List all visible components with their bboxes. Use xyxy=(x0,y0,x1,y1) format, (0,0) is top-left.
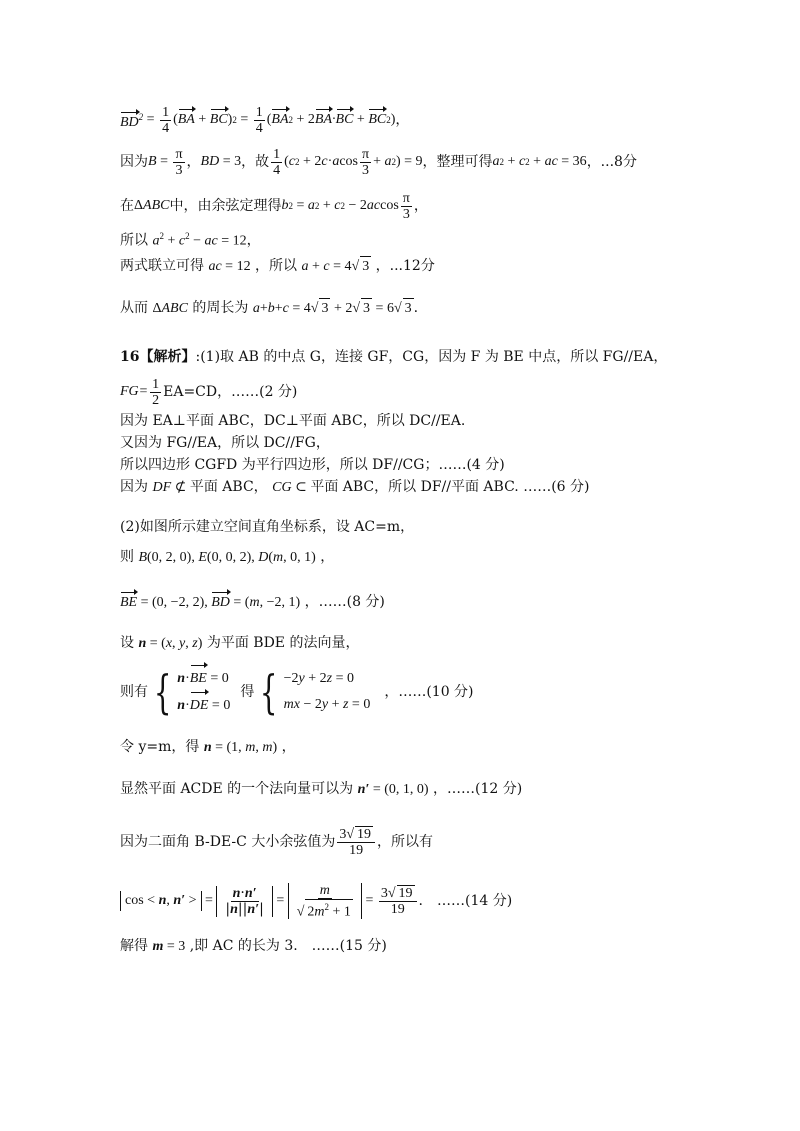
p16-text-b: EA=CD，……(2 分) xyxy=(163,384,298,400)
text-simplify: ，整理可得 xyxy=(422,154,493,170)
p16-text-d: 又因为 FG//EA，所以 DC//FG， xyxy=(120,435,330,451)
sep: ， xyxy=(246,232,261,249)
text-cosine-law: 中，由余弦定理得 xyxy=(169,198,282,214)
p2-system: 则有 { n·BE = 0 n·DE = 0 得 { −2y + 2z = 0 mx − 2y + z = 0 ，……(10 分) xyxy=(120,665,474,719)
formula-cosine-law: 在 Δ ABC 中，由余弦定理得 b 2 = a 2 + c 2 − 2 ac cos $\frac{\pi}{3}$ ， xyxy=(120,190,428,222)
p2-get: 得 xyxy=(240,684,255,700)
p2-answer: 解得 m = 3 ,即 AC 的长为 3. ……(15 分) xyxy=(120,938,387,954)
p16-line5 xyxy=(120,455,505,475)
p2-vectors: BE = (0, −2, 2), BD = (m, −2, 1) ，……(8 分) xyxy=(120,592,385,613)
text-so: 所以 xyxy=(120,232,148,249)
problem-16-heading: 16【解析】 xyxy=(120,349,196,365)
p2-normal-n-prime: 显然平面 ACDE 的一个法向量可以为 n′ = (0, 1, 0) ，……(12 分) xyxy=(120,781,523,797)
p2-have: 则有 xyxy=(120,684,148,700)
p2-text-g: 显然平面 ACDE 的一个法向量可以为 xyxy=(120,781,354,797)
line1-tail: ， xyxy=(395,112,410,128)
p16-text-c: 因为 EA⊥平面 ABC，DC⊥平面 ABC，所以 DC//EA. xyxy=(120,413,466,429)
p16-line3 xyxy=(120,411,465,431)
p2-line1 xyxy=(120,517,414,537)
score-8: ，...8分 xyxy=(586,154,637,170)
p2-set-y: 令 y=m，得 xyxy=(120,739,200,755)
p2-normal-def: 设 n = (x, y, z) 为平面 BDE 的法向量， xyxy=(120,635,360,651)
p16-text-f: 平面 ABC，所以 DF//平面 ABC. ……(6 分) xyxy=(310,479,590,495)
score-14: . ……(14 分) xyxy=(418,893,513,909)
text-thus: 从而 xyxy=(120,300,148,316)
p2-dihedral: 因为二面角 B-DE-C 大小余弦值为 $\frac{3√ 19}{19}$ ，所以有 xyxy=(120,827,434,858)
text-because: 因为 xyxy=(120,154,148,170)
p2-text-h2: ，所以有 xyxy=(377,834,434,850)
p16-because: 因为 xyxy=(120,479,148,495)
p2-coordinates: 则 B(0, 2, 0), E(0, 0, 2), D(m, 0, 1) ， xyxy=(120,549,335,565)
period: . xyxy=(413,300,419,316)
p16-text-e: 所以四边形 CGFD 为平行四边形，所以 DF//CG；……(4 分) xyxy=(120,457,505,473)
sep: ， xyxy=(320,549,335,565)
p16-line2: FG= $\frac{1}{2}$ EA=CD，……(2 分) xyxy=(120,376,298,408)
formula-ac: 两式联立可得 ac = 12 ，所以 a + c = 4√ 3 ，...12分 xyxy=(120,256,435,277)
p2-text-h: 因为二面角 B-DE-C 大小余弦值为 xyxy=(120,834,336,850)
p16-fg: FG= xyxy=(120,384,149,399)
text-perimeter: 的周长为 xyxy=(192,300,249,316)
formula-bd-squared: $BD^2$ = $\frac{1}{4}$ ( BA + BC ) 2 = $\frac{1}{4}$ ( BA 2 + 2 BA·BC + BC 2 ) ， xyxy=(120,104,410,136)
score-8b: ，……(8 分) xyxy=(304,594,385,610)
p16-line1 xyxy=(120,347,667,367)
sep: ， xyxy=(186,154,201,170)
p2-normal-n: 令 y=m，得 n = (1, m, m) ， xyxy=(120,739,296,755)
text-in: 在 xyxy=(120,198,134,214)
p16-text-a: :(1)取 AB 的中点 G，连接 GF，CG，因为 F 为 BE 中点，所以 FG//EA， xyxy=(195,349,668,365)
formula-eq2: 所以 $a^2 + c^2$ − ac = 12， xyxy=(120,231,261,249)
p2-solve: 解得 xyxy=(120,938,148,954)
p2-text-j: ,即 AC 的长为 3. ……(15 分) xyxy=(189,938,387,954)
sep: ， xyxy=(281,739,296,755)
score-12: ，...12分 xyxy=(375,258,435,274)
text-so: ，故 xyxy=(241,154,270,170)
p2-text-d: 为平面 BDE 的法向量， xyxy=(206,635,360,651)
p16-line6: 因为 DF ⊄ 平面 ABC， CG ⊂ 平面 ABC，所以 DF//平面 ABC. ……(6 分) xyxy=(120,479,590,495)
p2-cosine-eq: cos < n, n′ > = $\frac{n\cdot n'}{|n||n'|}$ = $\frac{m}{√ 2m^2 + 1}$ = $\frac{3√ 19}{19}$ . ……(14 分) xyxy=(120,876,512,926)
p16-line4 xyxy=(120,433,330,453)
formula-perimeter: 从而 ΔABC 的周长为 a+b+c = 4√ 3 + 2√ 3 = 6√ 3 . xyxy=(120,298,418,319)
text-so: ，所以 xyxy=(255,258,298,274)
sep: ， xyxy=(413,198,428,214)
score-10: ，……(10 分) xyxy=(384,684,474,700)
p2-text-a: (2)如图所示建立空间直角坐标系，设 AC=m， xyxy=(120,519,415,535)
p2-then: 则 xyxy=(120,549,134,565)
p2-let: 设 xyxy=(120,635,134,651)
score-12b: ，……(12 分) xyxy=(433,781,523,797)
text-combine: 两式联立可得 xyxy=(120,258,204,274)
formula-given-b: 因为 B = $\frac{\pi}{3}$ ， BD = 3 ，故 $\frac{1}{4}$ ( c 2 + 2 c · a cos $\frac{\pi}{3}$ + a 2 ) = 9 ，整理可得 a 2 + c 2 + ac = 36 ，...8分 xyxy=(120,146,637,178)
p16-plane: 平面 ABC， xyxy=(189,479,268,495)
